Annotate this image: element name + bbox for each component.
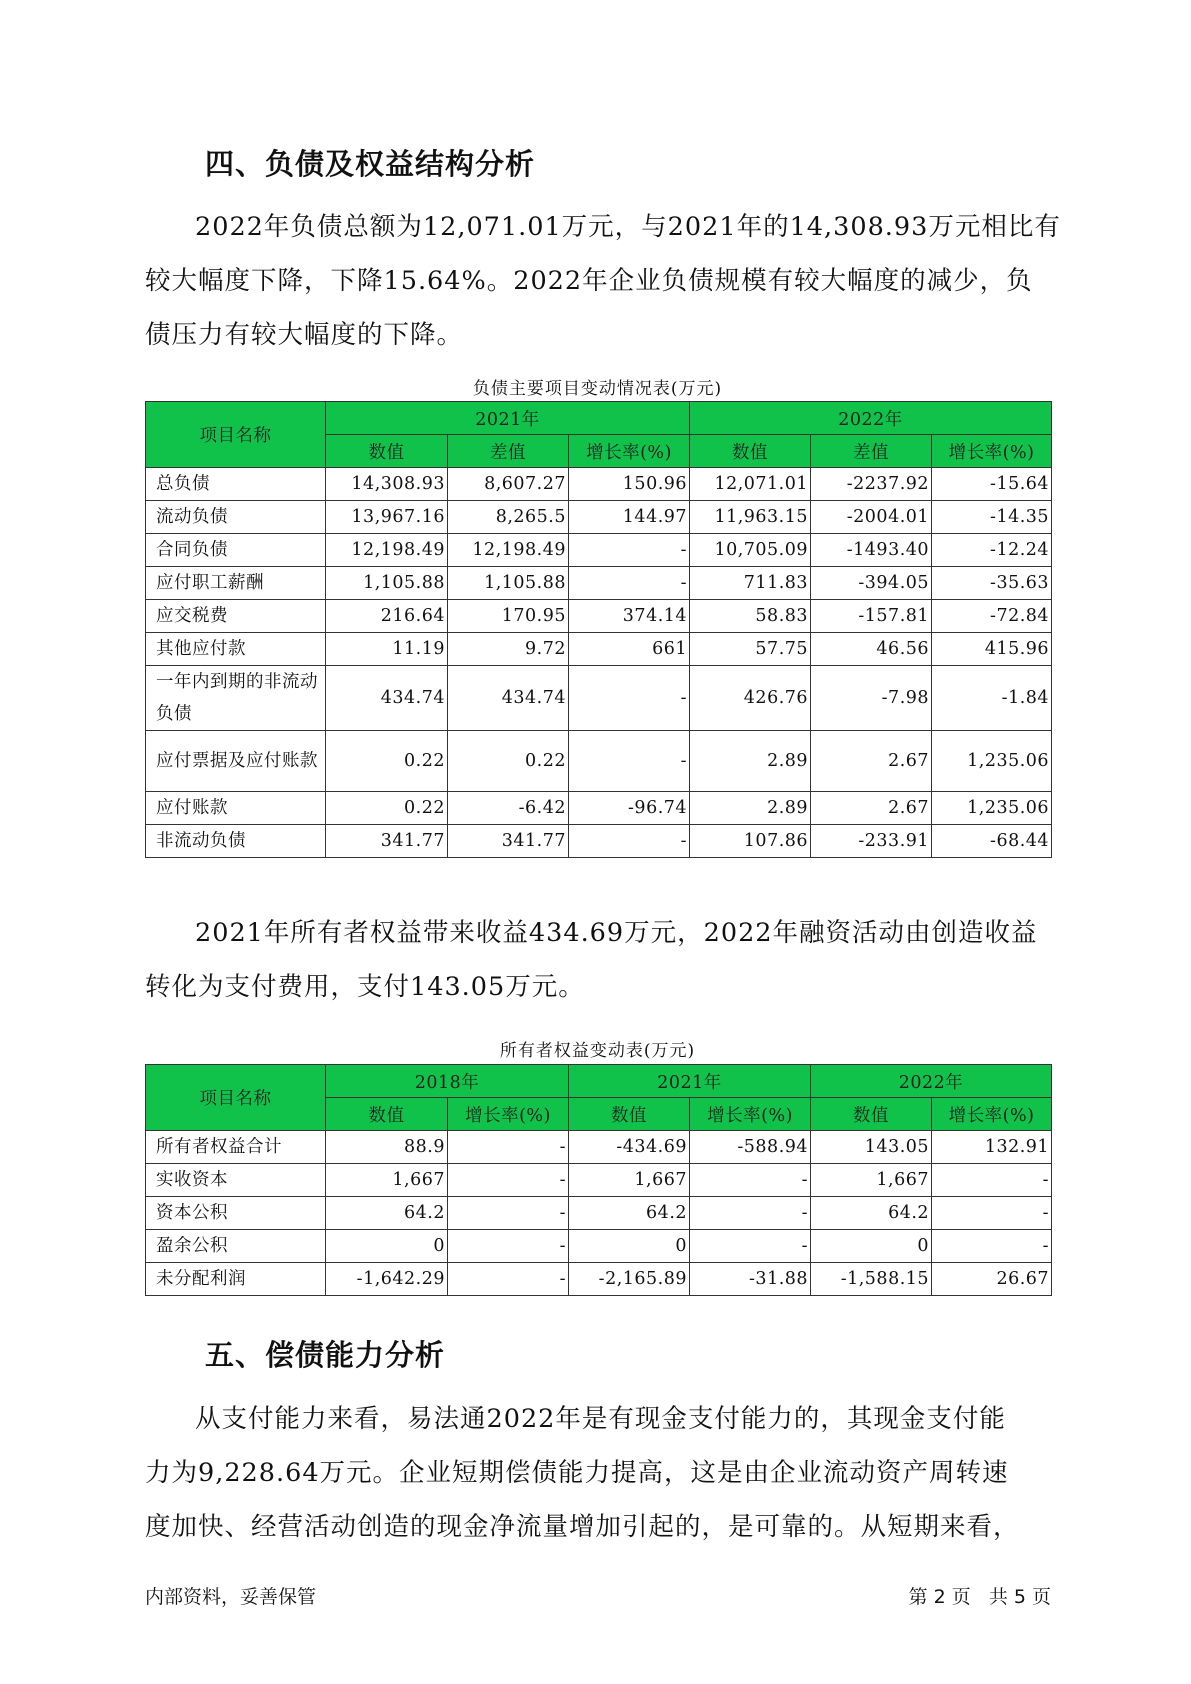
row-item-name: 盈余公积 xyxy=(146,1230,326,1263)
header-year: 2022年 xyxy=(811,1065,1052,1098)
table-caption-equity: 所有者权益变动表(万元) xyxy=(499,1041,696,1061)
section-heading-liabilities-equity: 四、负债及权益结构分析 xyxy=(205,147,536,181)
row-value-cell: -15.64 xyxy=(932,468,1052,501)
header-sub: 差值 xyxy=(448,435,569,468)
row-value-cell: 88.9 xyxy=(326,1131,448,1164)
row-value-cell: - xyxy=(448,1164,569,1197)
table-row xyxy=(146,600,1052,633)
table-row xyxy=(146,792,1052,825)
row-value-cell: 1,235.06 xyxy=(932,792,1052,825)
paragraph-line: 度加快、经营活动创造的现金净流量增加引起的，是可靠的。从短期来看， xyxy=(145,1512,1020,1542)
row-value-cell: 13,967.16 xyxy=(326,501,448,534)
header-year: 2021年 xyxy=(569,1065,811,1098)
table-row xyxy=(146,501,1052,534)
row-item-name: 未分配利润 xyxy=(146,1263,326,1296)
row-value-cell: -2,165.89 xyxy=(569,1263,690,1296)
row-value-cell: 341.77 xyxy=(448,825,569,858)
row-value-cell: 711.83 xyxy=(690,567,811,600)
row-value-cell: 11,963.15 xyxy=(690,501,811,534)
table-row xyxy=(146,731,1052,792)
header-year: 2022年 xyxy=(690,402,1052,435)
paragraph-line: 较大幅度下降，下降15.64%。2022年企业负债规模有较大幅度的减少，负 xyxy=(145,266,1033,296)
header-item-name: 项目名称 xyxy=(146,1065,326,1131)
row-value-cell: - xyxy=(448,1131,569,1164)
solvency-paragraph xyxy=(145,1392,1045,1554)
table-row xyxy=(146,1164,1052,1197)
row-value-cell: 0.22 xyxy=(326,731,448,792)
table-row xyxy=(146,1263,1052,1296)
row-value-cell: -31.88 xyxy=(690,1263,811,1296)
row-value-cell: 2.89 xyxy=(690,792,811,825)
row-value-cell: 216.64 xyxy=(326,600,448,633)
row-value-cell: -12.24 xyxy=(932,534,1052,567)
row-item-name: 一年内到期的非流动负债 xyxy=(146,666,326,731)
paragraph-line: 债压力有较大幅度的下降。 xyxy=(145,320,464,350)
header-sub: 差值 xyxy=(811,435,932,468)
row-value-cell: -14.35 xyxy=(932,501,1052,534)
row-value-cell: 9.72 xyxy=(448,633,569,666)
row-value-cell: -434.69 xyxy=(569,1131,690,1164)
row-value-cell: -1,588.15 xyxy=(811,1263,932,1296)
row-value-cell: 64.2 xyxy=(811,1197,932,1230)
table-row xyxy=(146,1197,1052,1230)
row-value-cell: -394.05 xyxy=(811,567,932,600)
row-value-cell: 374.14 xyxy=(569,600,690,633)
row-value-cell: 0 xyxy=(326,1230,448,1263)
row-value-cell: 64.2 xyxy=(569,1197,690,1230)
row-value-cell: 1,235.06 xyxy=(932,731,1052,792)
row-value-cell: - xyxy=(569,731,690,792)
row-value-cell: - xyxy=(448,1230,569,1263)
row-item-name: 总负债 xyxy=(146,468,326,501)
header-sub: 增长率(%) xyxy=(690,1098,811,1131)
row-value-cell: 132.91 xyxy=(932,1131,1052,1164)
row-item-name: 应付账款 xyxy=(146,792,326,825)
row-value-cell: 144.97 xyxy=(569,501,690,534)
row-value-cell: 26.67 xyxy=(932,1263,1052,1296)
row-item-name: 其他应付款 xyxy=(146,633,326,666)
table-caption-liabilities: 负债主要项目变动情况表(万元) xyxy=(472,379,723,399)
row-value-cell: -96.74 xyxy=(569,792,690,825)
row-item-name: 所有者权益合计 xyxy=(146,1131,326,1164)
table-row xyxy=(146,534,1052,567)
row-value-cell: 107.86 xyxy=(690,825,811,858)
row-value-cell: -2237.92 xyxy=(811,468,932,501)
row-value-cell: -157.81 xyxy=(811,600,932,633)
header-sub: 增长率(%) xyxy=(932,1098,1052,1131)
row-value-cell: 1,667 xyxy=(569,1164,690,1197)
row-value-cell: - xyxy=(690,1197,811,1230)
row-value-cell: 0.22 xyxy=(326,792,448,825)
row-item-name: 资本公积 xyxy=(146,1197,326,1230)
table-row xyxy=(146,567,1052,600)
row-value-cell: 2.67 xyxy=(811,792,932,825)
row-item-name: 流动负债 xyxy=(146,501,326,534)
paragraph-line: 从支付能力来看，易法通2022年是有现金支付能力的，其现金支付能 xyxy=(195,1404,1006,1434)
row-value-cell: 46.56 xyxy=(811,633,932,666)
row-value-cell: -72.84 xyxy=(932,600,1052,633)
row-value-cell: 12,198.49 xyxy=(326,534,448,567)
row-value-cell: 14,308.93 xyxy=(326,468,448,501)
equity-paragraph xyxy=(145,906,1045,1014)
row-item-name: 非流动负债 xyxy=(146,825,326,858)
row-value-cell: 426.76 xyxy=(690,666,811,731)
row-value-cell: 434.74 xyxy=(326,666,448,731)
header-sub: 数值 xyxy=(326,1098,448,1131)
row-value-cell: 0.22 xyxy=(448,731,569,792)
row-value-cell: - xyxy=(932,1197,1052,1230)
row-value-cell: -1.84 xyxy=(932,666,1052,731)
row-value-cell: 10,705.09 xyxy=(690,534,811,567)
row-value-cell: 1,667 xyxy=(811,1164,932,1197)
header-sub: 数值 xyxy=(690,435,811,468)
row-value-cell: 2.89 xyxy=(690,731,811,792)
header-sub: 增长率(%) xyxy=(932,435,1052,468)
row-item-name: 应交税费 xyxy=(146,600,326,633)
paragraph-line: 2021年所有者权益带来收益434.69万元，2022年融资活动由创造收益 xyxy=(195,918,1038,948)
table-row xyxy=(146,825,1052,858)
row-value-cell: -6.42 xyxy=(448,792,569,825)
paragraph-line: 转化为支付费用，支付143.05万元。 xyxy=(145,972,585,1002)
row-value-cell: -68.44 xyxy=(932,825,1052,858)
row-value-cell: - xyxy=(932,1164,1052,1197)
row-value-cell: - xyxy=(932,1230,1052,1263)
equity-table xyxy=(145,1064,1052,1296)
row-value-cell: -233.91 xyxy=(811,825,932,858)
header-sub: 数值 xyxy=(569,1098,690,1131)
row-value-cell: -588.94 xyxy=(690,1131,811,1164)
row-value-cell: 8,607.27 xyxy=(448,468,569,501)
row-value-cell: -2004.01 xyxy=(811,501,932,534)
row-value-cell: 58.83 xyxy=(690,600,811,633)
liabilities-table xyxy=(145,401,1052,858)
header-sub: 增长率(%) xyxy=(448,1098,569,1131)
footer-page-number: 第 2 页 共 5 页 xyxy=(908,1586,1051,1608)
row-value-cell: 150.96 xyxy=(569,468,690,501)
row-value-cell: 1,667 xyxy=(326,1164,448,1197)
header-year: 2021年 xyxy=(326,402,690,435)
row-value-cell: - xyxy=(569,534,690,567)
row-value-cell: - xyxy=(448,1263,569,1296)
row-value-cell: 415.96 xyxy=(932,633,1052,666)
paragraph-line: 2022年负债总额为12,071.01万元，与2021年的14,308.93万元相比有 xyxy=(195,212,1061,242)
header-item-name: 项目名称 xyxy=(146,402,326,468)
row-item-name: 实收资本 xyxy=(146,1164,326,1197)
section-heading-solvency: 五、偿债能力分析 xyxy=(205,1338,446,1372)
row-value-cell: - xyxy=(569,567,690,600)
row-item-name: 应付职工薪酬 xyxy=(146,567,326,600)
row-item-name: 应付票据及应付账款 xyxy=(146,731,326,792)
row-value-cell: -35.63 xyxy=(932,567,1052,600)
row-value-cell: - xyxy=(569,666,690,731)
row-value-cell: 0 xyxy=(811,1230,932,1263)
row-value-cell: 341.77 xyxy=(326,825,448,858)
header-sub: 数值 xyxy=(811,1098,932,1131)
row-value-cell: 143.05 xyxy=(811,1131,932,1164)
row-value-cell: - xyxy=(448,1197,569,1230)
table-row xyxy=(146,468,1052,501)
row-value-cell: 57.75 xyxy=(690,633,811,666)
row-value-cell: 11.19 xyxy=(326,633,448,666)
row-value-cell: - xyxy=(690,1230,811,1263)
footer-confidential-note: 内部资料，妥善保管 xyxy=(145,1586,317,1608)
row-value-cell: 1,105.88 xyxy=(326,567,448,600)
table-row xyxy=(146,1131,1052,1164)
table-row xyxy=(146,1230,1052,1263)
table-row xyxy=(146,633,1052,666)
row-value-cell: -1493.40 xyxy=(811,534,932,567)
row-value-cell: 434.74 xyxy=(448,666,569,731)
row-value-cell: 8,265.5 xyxy=(448,501,569,534)
liabilities-paragraph xyxy=(145,200,1061,362)
paragraph-line: 力为9,228.64万元。企业短期偿债能力提高，这是由企业流动资产周转速 xyxy=(145,1458,1009,1488)
row-value-cell: 2.67 xyxy=(811,731,932,792)
header-sub: 增长率(%) xyxy=(569,435,690,468)
row-value-cell: 0 xyxy=(569,1230,690,1263)
row-value-cell: -1,642.29 xyxy=(326,1263,448,1296)
row-value-cell: 12,198.49 xyxy=(448,534,569,567)
table-row xyxy=(146,666,1052,731)
row-item-name: 合同负债 xyxy=(146,534,326,567)
row-value-cell: 661 xyxy=(569,633,690,666)
header-sub: 数值 xyxy=(326,435,448,468)
header-year: 2018年 xyxy=(326,1065,569,1098)
row-value-cell: -7.98 xyxy=(811,666,932,731)
row-value-cell: - xyxy=(569,825,690,858)
row-value-cell: 1,105.88 xyxy=(448,567,569,600)
row-value-cell: - xyxy=(690,1164,811,1197)
row-value-cell: 12,071.01 xyxy=(690,468,811,501)
row-value-cell: 170.95 xyxy=(448,600,569,633)
row-value-cell: 64.2 xyxy=(326,1197,448,1230)
